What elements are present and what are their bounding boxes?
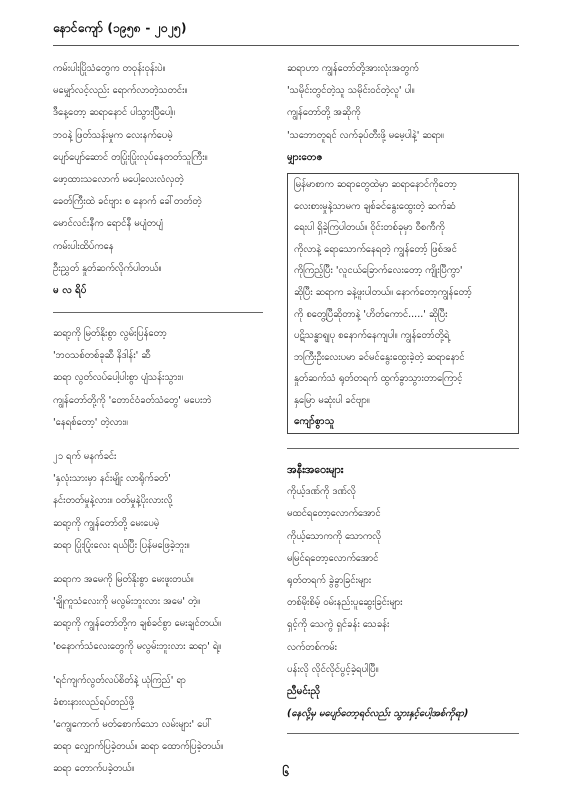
poem-one (53, 58, 273, 280)
poem-line: ကမ်းပါးထိပ်ကနေ (53, 240, 114, 252)
poem-line: ရေးပါ ရှိခဲ့ကြပါတယ်။ ဝိုင်းတစ်ခုမှာ ဝီစကီကို (294, 222, 445, 234)
right-column (287, 58, 519, 744)
poem-line: မောင်လင်းနီက ရောင်နီ မပျံတပျံ (53, 218, 163, 230)
boxed-tribute-author: ကျော်စွာသူ (294, 416, 335, 428)
poem-line: မထင်ရတော့လောက်အောင် (287, 508, 381, 520)
poem-line: ဒီနေ့တော့ ဆရာနောင် ပါသွားပြီပေါ့။ (53, 107, 175, 119)
page-header-title: နောင်ကျော် (၁၉၅၈ - ၂၀၂၅) (53, 21, 187, 35)
poem-line: ဆရာ တောက်ပခဲ့တယ်။ (53, 763, 135, 775)
poem-line: ဆရာ့ကို ကျွန်တော်တို့က ချစ်ခင်စွာ မေးချင်တယ်။ (53, 618, 221, 630)
poem-line: ရုတ်တရက် ခွဲခွာခြင်းများ (287, 575, 372, 586)
poem-line: ဆရာ လွတ်လပ်ပေါ့ပါးစွာ ပျံသန်းသွား။ (53, 372, 183, 384)
page-number: ၆ (282, 765, 290, 779)
poem-line: ကမ်းပါးပြိုသံတွေက တဝုန်းဝုန်းပဲ။ (53, 63, 166, 74)
poem-line: 'ဘဝသစ်တစ်ခုဆီ နိဒါန်း' ဆီ (53, 350, 151, 362)
poem-line: 'ရင်ကျက်လွတ်လပ်စိတ်နဲ့ ယုံကြည်' ရာ (53, 674, 186, 686)
poem-line: ခေတ်ကြီးထဲ ခင်ဗျား စ နောက် ခေါ်တတ်တဲ့ (53, 196, 202, 208)
poem-line: ပဋိသန္ဓာရျပု စနောက်နေကျပါ။ ကျွန်တော်တို့ရဲ့ (294, 330, 450, 342)
poem-three-author: ညီမင်းညို (287, 685, 321, 697)
poem-line: ဆရာ့ကို မြတ်နိုးစွာ လွမ်းပြန်တော့ (53, 328, 167, 340)
poem-line: ကိုယ့်ဒဏ်ကို ဒဏ်လို (287, 486, 356, 498)
poem-line: ဆရာက အမေကို မြတ်နိုးစွာ မေးဖူးတယ်။ (53, 573, 194, 585)
boxed-tribute-text (294, 174, 512, 412)
poem-line: မမြင်ရတော့လောက်အောင် (287, 552, 379, 564)
poem-line: ဆရာ့ကို ကျွန်တော်တို့ မေးပေမဲ့ (53, 517, 160, 529)
stanza-gap (53, 658, 273, 670)
header-rule (53, 45, 519, 46)
poem-one-author: မ လ ရိပ် (53, 284, 87, 296)
poem-line: ဦးညွှတ် နှုတ်ဆက်လိုက်ပါတယ်။ (53, 262, 162, 274)
poem-line: 'သမိုင်းတွင်တဲ့သူ သမိုင်းဝင်တဲ့လူ' ပါ။ (287, 85, 415, 97)
poem-three-title: အနီးအဝေးများ (287, 464, 344, 477)
left-column (53, 58, 273, 781)
poem-line: ပန်းလို လိုင်လိုင်ပွင့်ခဲ့ရပါပြီ။ (287, 663, 379, 675)
poem-line: မမျှော်လင့်လည်း ရောက်လာတဲ့သတင်း။ (53, 85, 188, 97)
poem-line: ဆရာဟာ ကျွန်တော်တို့အားလုံးအတွက် (287, 63, 419, 74)
poem-line: 'စနောက်သံလေးတွေကို မလွမ်းဘူးလား ဆရာ' ရဲ့။ (53, 640, 222, 652)
separator (53, 312, 263, 313)
poem-line: 'နေရစ်တော့' တဲ့လား။ (53, 416, 128, 428)
poem-line: ၂၁ ရက် မနက်ခင်း (53, 451, 117, 462)
poem-line: ဖော့ထားသလောက် မပေါ့လေးလံလှတဲ့ (53, 173, 184, 185)
poem-line: နှုတ်ဆက်သံ ရုတ်တရက် ထွက်ခွာသွားတာကြောင့် (294, 373, 463, 385)
poem-line: ရှင့်ကို သေကွဲ ရှင်ခန်း သေခန်း (287, 619, 390, 631)
poem-line: ပျော်ပျော်ဆောင် တပြုံးပြုံးလုပ်နေတတ်သူကြီး။ (53, 151, 208, 163)
poem-line: ကိုလာနဲ့ ရောသောက်နေရတဲ့ ကျွန်တော့် ဖြစ်အင် (294, 243, 457, 255)
poem-line: 'ကျွေကောက် မတ်စောက်သော လမ်းများ' ပေါ် (53, 719, 213, 731)
separator (287, 733, 519, 734)
poem-line: ဘကြီးဦးလေးပမာ ခင်မင်နွေးထွေးခဲ့တဲ့ ဆရာနောင် (294, 351, 465, 363)
poem-line: 'နှလုံးသားမှာ နင်းမျိုး လာရိုက်ခတ်' (53, 473, 171, 485)
poem-three (287, 481, 519, 681)
poem-line: ဆရာ ပြုံးပြုံးလေး ရယ်ပြီး ပြန်မဖြေခဲ့ဘူး။ (53, 539, 190, 551)
poem-line: ကို စတွေ့ပြီဆိုတာနဲ့ 'ဟိတ်ကောင်.....' ဆိုပြီး (294, 308, 448, 320)
poem-line: ခံစားနားလည်ရပ်တည်ဖို့ (53, 696, 135, 708)
poem-two (53, 323, 273, 781)
poem-three-note: (နေလို့မှ မပျော်တော့ရင်လည်း သွားနှင့်ပေါ့အစ်ကိုရာ) (287, 708, 469, 720)
poem-two-author: မျှားတေဇ (287, 151, 323, 163)
poem-line: ဆိုပြီး ဆရာက ခနဲ့ဖူးပါတယ်။ နောက်တော့ကျွန်တော့် (294, 286, 472, 298)
poem-line: ဆရာ လျှောက်ပြခဲ့တယ်။ ဆရာ ထောက်ပြခဲ့တယ်။ (53, 741, 224, 753)
poem-line: တစ်မိုးစိမ့် ဝမ်းနည်းပူဆွေးခြင်းများ (287, 597, 403, 609)
poem-line: 'သဘောတူရင် လက်ခုပ်တီးဖို့ မမေ့ပါနဲ့' ဆရာ။ (287, 129, 444, 141)
separator (287, 448, 519, 449)
poem-line: လက်တစ်ကမ်း (287, 641, 337, 653)
poem-line: လေးစားမှုနဲ့သာမက ချစ်ခင်နွေးထွေးတဲ့ ဆက်ဆံ (294, 200, 456, 212)
poem-line: ကိုယ့်သောကကို သောကလို (287, 530, 382, 542)
poem-line: နှမြော မဆုံးပါ ခင်ဗျာ။ (294, 394, 370, 406)
poem-line: ကျွန်တော်တို့ကို 'တောင်ဝံခတ်သံတွေ' မပေးဘဲ (53, 394, 212, 406)
poem-line: ဘဝနဲ့ ဖြတ်သန်းမှုက လေးနက်ပေမဲ့ (53, 129, 173, 141)
poem-line: ကျွန်တော်တို့ အဆိုကို (287, 107, 361, 119)
poem-line: နင်းတတ်မှုနဲ့လား။ ဝတ်မှုနဲ့ပိုးလားလို့ (53, 495, 173, 507)
poem-line: 'ချိုကူသံလေးကို မလွမ်းဘူးလား အမေ' တဲ့။ (53, 596, 201, 608)
poem-line: ကိုကြည့်ပြီး 'လူငယ်ခြောက်လေးတော့ ကျိုးပြီကွာ' (294, 265, 463, 277)
stanza-gap (53, 557, 273, 569)
poem-two-ending (287, 58, 519, 147)
stanza-gap (53, 434, 273, 446)
boxed-tribute (287, 173, 519, 434)
poem-line: မြန်မာစာက ဆရာတွေထဲမှာ ဆရာနောင်ကိုတော့ (294, 178, 457, 190)
